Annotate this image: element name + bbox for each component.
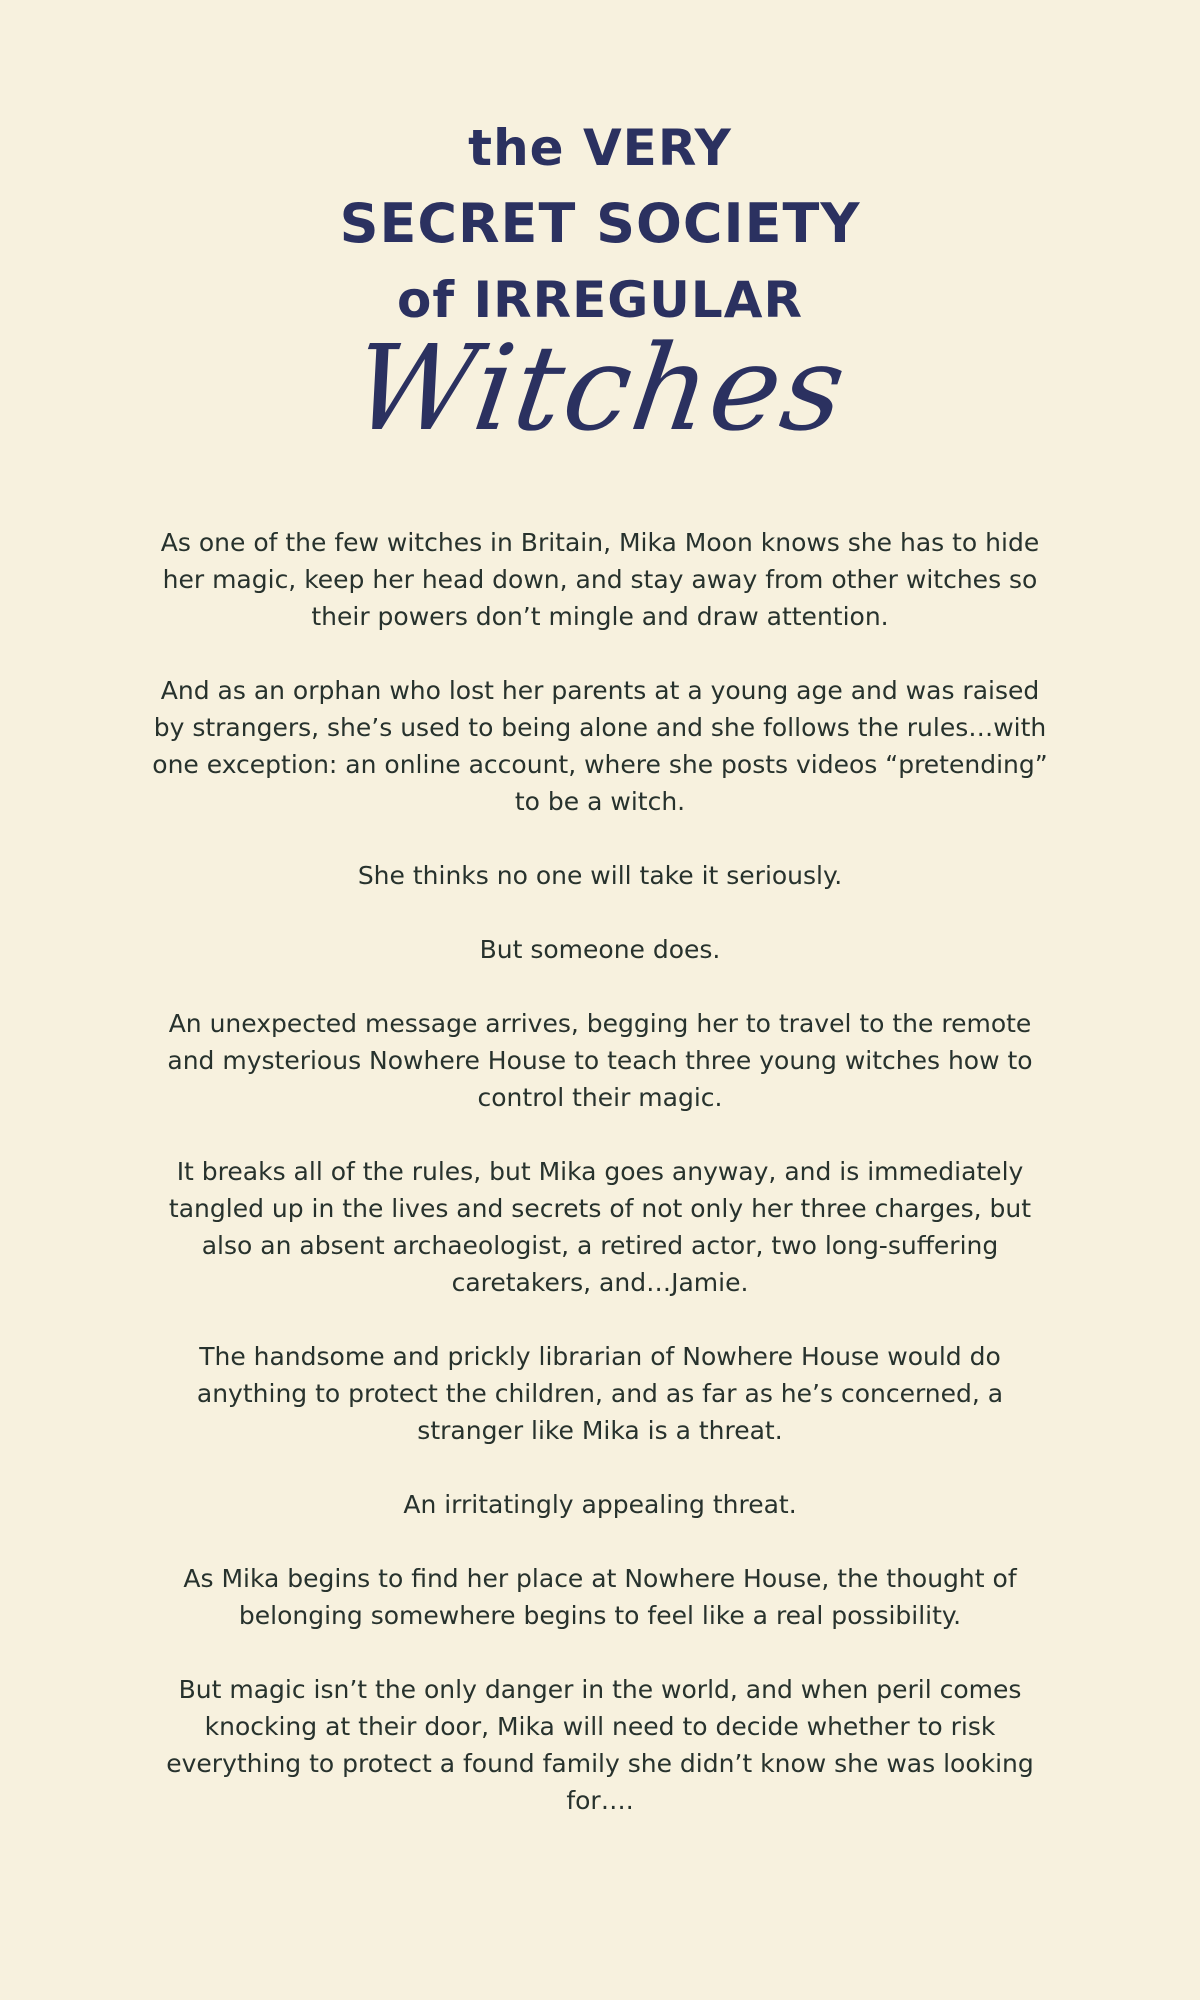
title-line-3: of IRREGULAR [397, 271, 803, 329]
blurb-paragraph: An unexpected message arrives, begging her to travel to the remote and mysterious Nowhere House to teach three young witches how to control their magic. [167, 1009, 1033, 1112]
title-script-word: Witches [344, 319, 856, 457]
blurb-paragraph: The handsome and prickly librarian of Nowhere House would do anything to protect the children, and as far as he’s concerned, a stranger like Mika is a threat. [196, 1342, 1004, 1445]
title-line-1: the VERY [468, 119, 732, 177]
title-line-2: SECRET SOCIETY [339, 192, 861, 255]
blurb-paragraph: But someone does. [479, 935, 721, 964]
book-title [0, 110, 1200, 338]
blurb-paragraph: She thinks no one will take it seriously. [357, 861, 843, 890]
blurb-paragraph: It breaks all of the rules, but Mika goes anyway, and is immediately tangled up in the lives and secrets of not only her three charges, but also an absent archaeologist, a retired actor, two long-suffering caretakers, and…Jamie. [168, 1157, 1032, 1297]
blurb-paragraph: As one of the few witches in Britain, Mika Moon knows she has to hide her magic, keep her head down, and stay away from other witches so their powers don’t mingle and draw attention. [160, 528, 1040, 631]
blurb-paragraph: And as an orphan who lost her parents at a young age and was raised by strangers, she’s used to being alone and she follows the rules…with one exception: an online account, where she posts videos “pretending” to be a witch. [152, 676, 1048, 816]
blurb-paragraph: As Mika begins to find her place at Nowhere House, the thought of belonging somewhere begins to feel like a real possibility. [183, 1564, 1017, 1630]
blurb-paragraph: An irritatingly appealing threat. [403, 1490, 797, 1519]
blurb-paragraph: But magic isn’t the only danger in the world, and when peril comes knocking at their door, Mika will need to decide whether to risk everything to protect a found family she didn’t know she was looking for…. [166, 1675, 1034, 1815]
book-blurb [150, 524, 1050, 1856]
